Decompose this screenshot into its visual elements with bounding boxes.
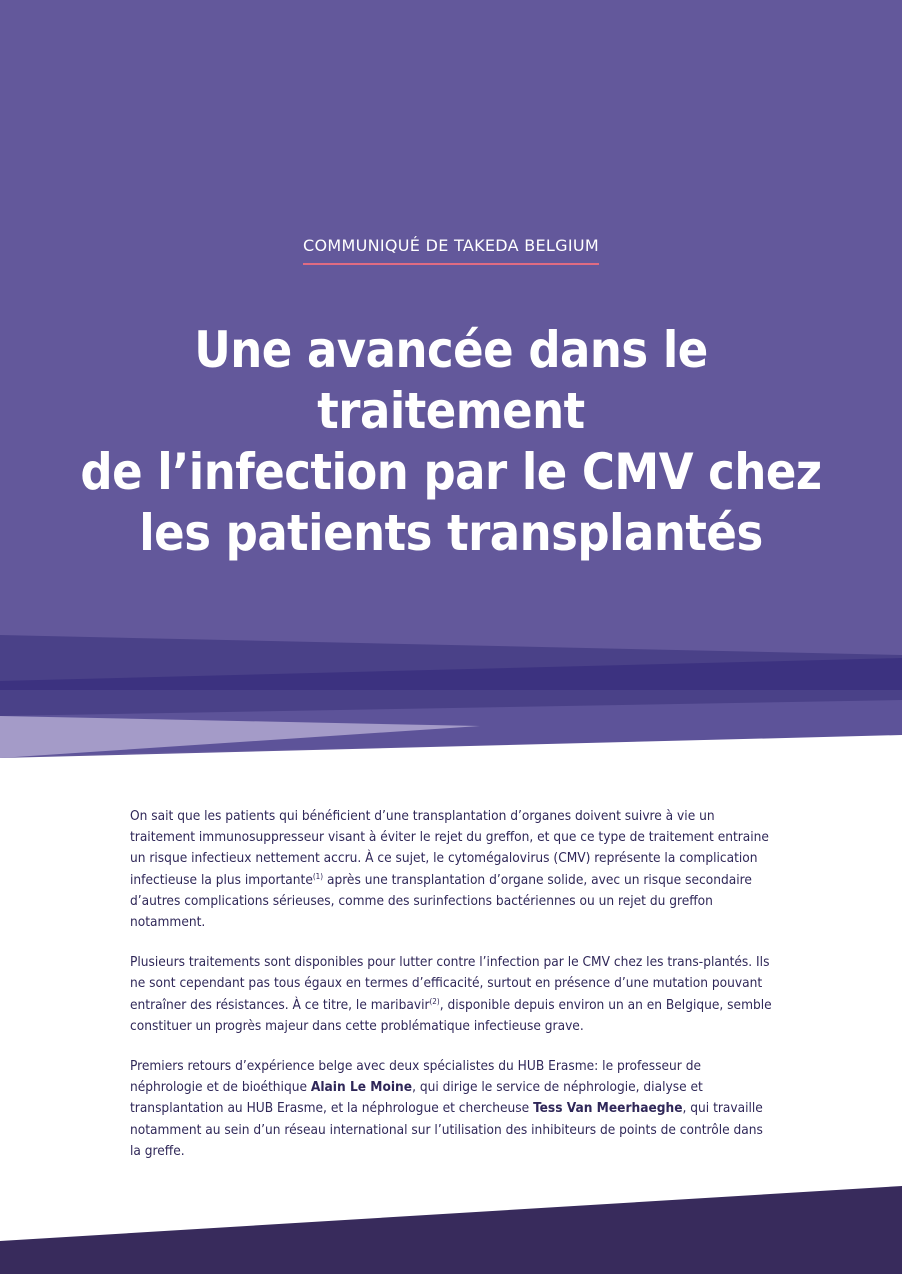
paragraph-3 <box>130 1056 775 1162</box>
title-line-2: de l’infection par le CMV chez <box>80 443 822 501</box>
kicker-text: COMMUNIQUÉ DE TAKEDA BELGIUM <box>303 236 599 265</box>
paragraph-1 <box>130 806 775 933</box>
paragraph-2 <box>130 952 775 1037</box>
name-tess-van-meerhaeghe: Tess Van Meerhaeghe <box>533 1100 683 1117</box>
p3-text-c: , qui travaille notamment au sein d’un réseau international sur l’utilisation des inhibiteurs de points de contrôle dans la greffe. <box>130 1100 763 1159</box>
p2-text-b: , disponible depuis environ un an en Belgique, semble constituer un progrès majeur dans cette problématique infectieuse grave. <box>130 996 772 1034</box>
p1-text-a: On sait que les patients qui bénéficient d’une transplantation d’organes doivent suivre à vie un traitement immunosuppresseur visant à éviter le rejet du greffon, et que ce type de traitement entraine un risque infectieux nettement accru. À ce sujet, le cytomégalovirus (CMV) représente la complication infectieuse la plus importante <box>130 808 769 888</box>
p3-text-b: , qui dirige le service de néphrologie, dialyse et transplantation au HUB Erasme, et la néphrologue et chercheuse <box>130 1079 703 1117</box>
title-line-3: les patients transplantés <box>139 504 763 562</box>
title-line-1: Une avancée dans le traitement <box>194 321 708 440</box>
p2-text-a: Plusieurs traitements sont disponibles pour lutter contre l’infection par le CMV chez les trans-plantés. Ils ne sont cependant pas tous égaux en termes d’efficacité, surtout en présence d’une mutation pouvant entraîner des résistances. À ce titre, le maribavir <box>130 954 770 1013</box>
p1-text-b: après une transplantation d’organe solide, avec un risque secondaire d’autres complications sérieuses, comme des surinfections bactériennes ou un rejet du greffon notamment. <box>130 871 752 931</box>
reference-2: (2) <box>429 996 440 1006</box>
p3-text-a: Premiers retours d’expérience belge avec deux spécialistes du HUB Erasme: le professeur de néphrologie et de bioéthique <box>130 1058 702 1096</box>
footer-band <box>0 1186 902 1274</box>
kicker-label <box>0 236 902 265</box>
page-title <box>60 320 842 564</box>
article-body <box>130 806 775 1181</box>
name-alain-le-moine: Alain Le Moine <box>310 1079 413 1096</box>
reference-1: (1) <box>312 871 324 881</box>
